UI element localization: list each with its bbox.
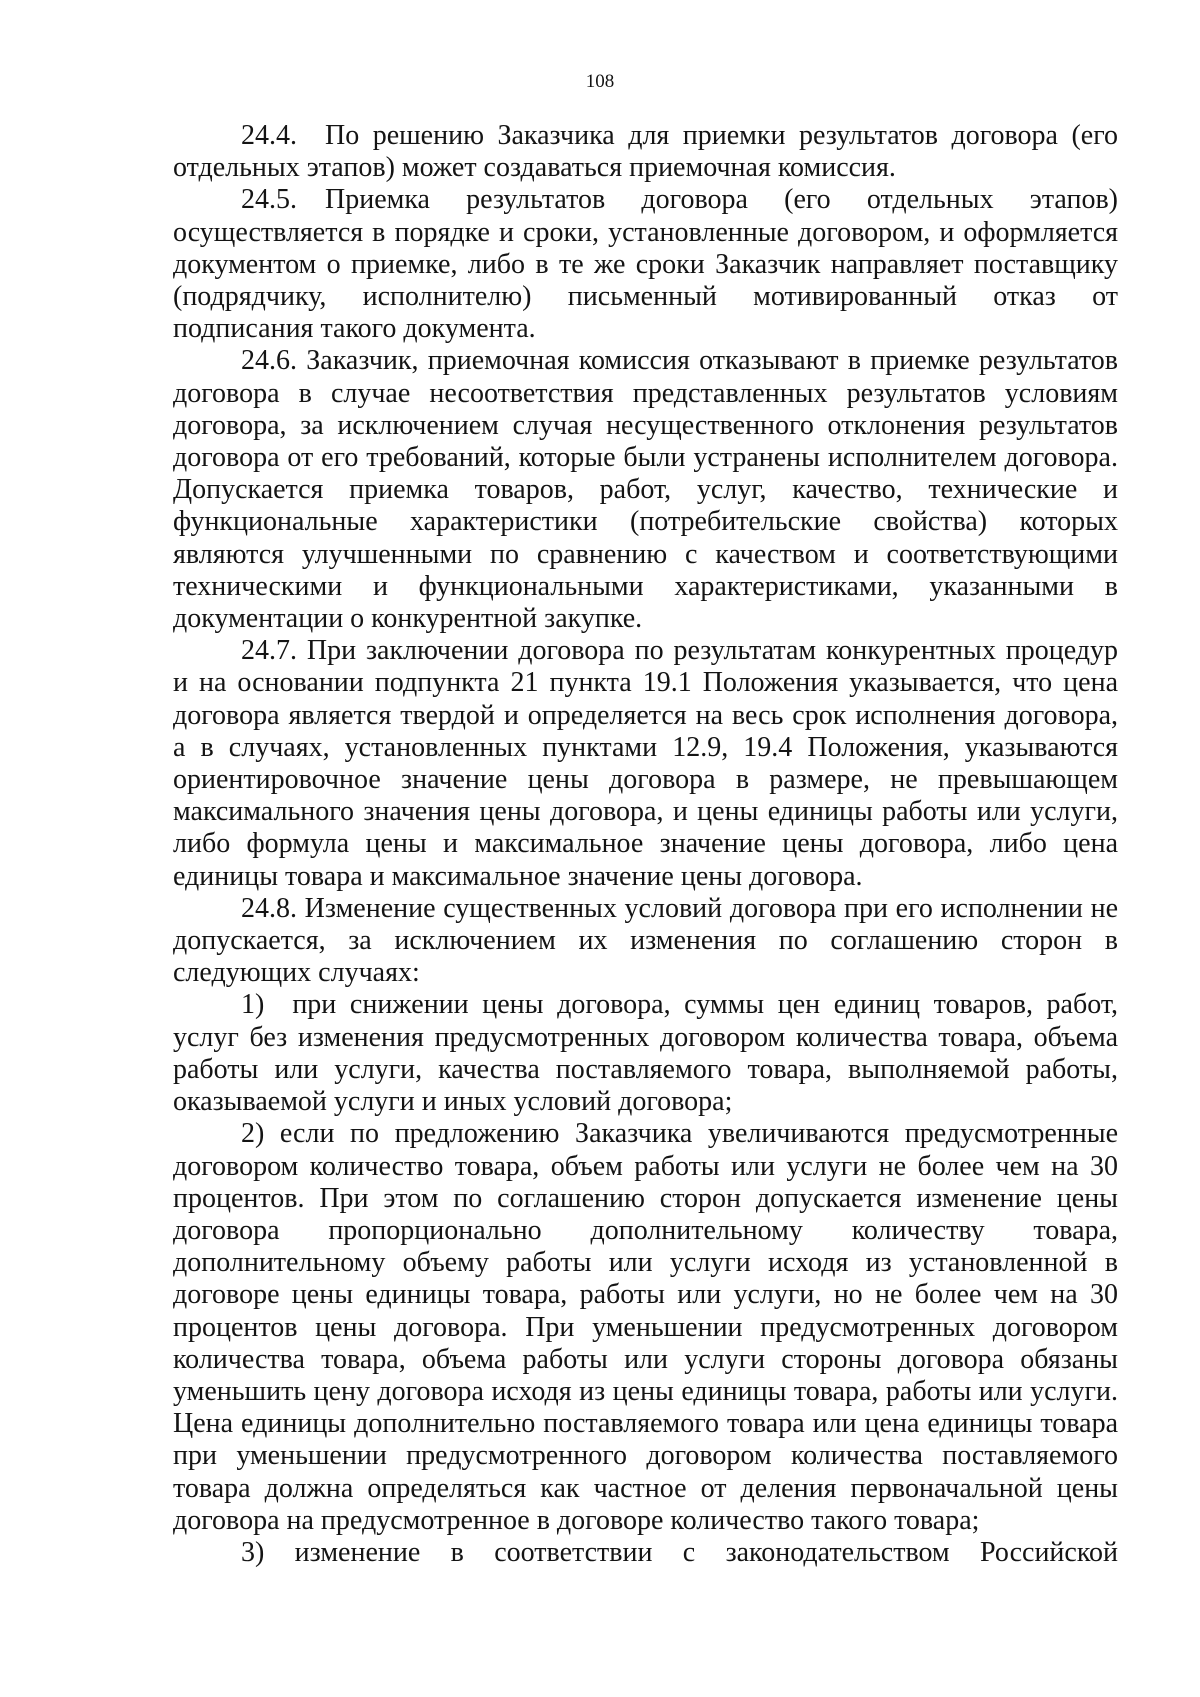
list-item-2: 2) если по предложению Заказчика увеличиваются предусмотренные договором количество товара, объем работы или услуги не более чем на 30 процентов. При этом по соглашению сторон допускается изменение цены договора пропорционально дополнительному количеству товара, дополнительному объему работы или услуги исходя из установленной в договоре цены единицы товара, работы или услуги, но не более чем на 30 процентов цены договора. При уменьшении предусмотренных договором количества товара, объема работы или услуги стороны договора обязаны уменьшить цену договора исходя из цены единицы товара, работы или услуги. Цена единицы дополнительно поставляемого товара или цена единицы товара при уменьшении предусмотренного договором количества поставляемого товара должна определяться как частное от деления первоначальной цены договора на предусмотренное в договоре количество такого товара;	[173, 1118, 1118, 1536]
paragraph-24-4: 24.4. По решению Заказчика для приемки результатов договора (его отдельных этапов) может создаваться приемочная комиссия.	[173, 120, 1118, 184]
paragraph-24-6: 24.6. Заказчик, приемочная комиссия отказывают в приемке результатов договора в случае несоответствия представленных результатов условиям договора, за исключением случая несущественного отклонения результатов договора от его требований, которые были устранены исполнителем договора. Допускается приемка товаров, работ, услуг, качество, технические и функциональные характеристики (потребительские свойства) которых являются улучшенными по сравнению с качеством и соответствующими техническими и функциональными характеристиками, указанными в документации о конкурентной закупке.	[173, 345, 1118, 635]
page-number: 108	[585, 71, 615, 92]
list-item-3: 3) изменение в соответствии с законодательством Российской	[241, 1536, 1118, 1568]
list-item-1: 1) при снижении цены договора, суммы цен единиц товаров, работ, услуг без изменения предусмотренных договором количества товара, объема работы или услуги, качества поставляемого товара, выполняемой работы, оказываемой услуги и иных условий договора;	[173, 989, 1118, 1118]
paragraph-24-5: 24.5. Приемка результатов договора (его отдельных этапов) осуществляется в порядке и сроки, установленные договором, и оформляется документом о приемке, либо в те же сроки Заказчик направляет поставщику (подрядчику, исполнителю) письменный мотивированный отказ от подписания такого документа.	[173, 184, 1118, 345]
document-body	[173, 120, 1118, 1569]
paragraph-24-7: 24.7. При заключении договора по результатам конкурентных процедур и на основании подпункта 21 пункта 19.1 Положения указывается, что цена договора является твердой и определяется на весь срок исполнения договора, а в случаях, установленных пунктами 12.9, 19.4 Положения, указываются ориентировочное значение цены договора в размере, не превышающем максимального значения цены договора, и цены единицы работы или услуги, либо формула цены и максимальное значение цены договора, либо цена единицы товара и максимальное значение цены договора.	[173, 635, 1118, 892]
paragraph-24-8: 24.8. Изменение существенных условий договора при его исполнении не допускается, за исключением их изменения по соглашению сторон в следующих случаях:	[173, 892, 1118, 989]
